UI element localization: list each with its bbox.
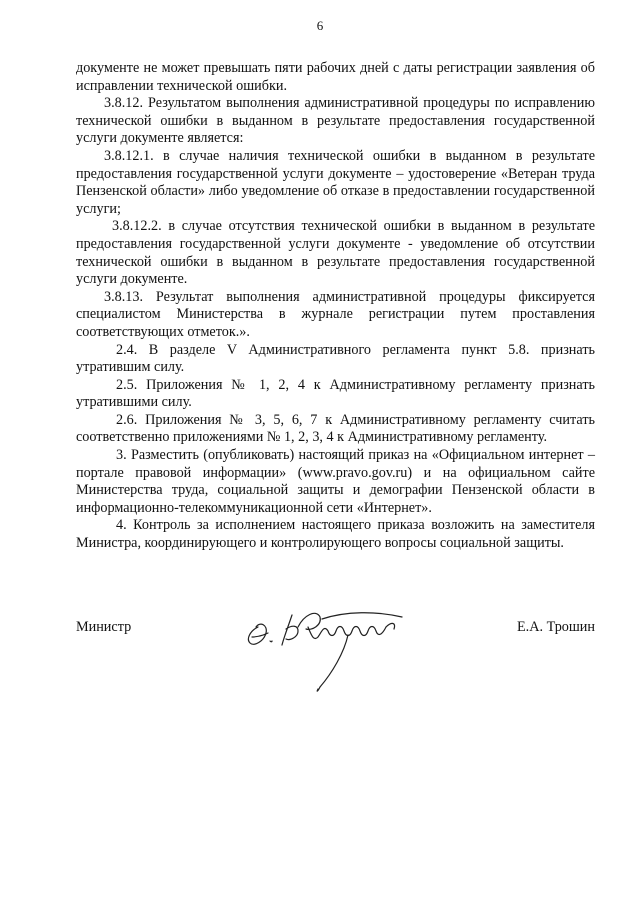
signatory-name: Е.А. Трошин [517,619,595,635]
page-number: 6 [316,18,324,33]
paragraph-3-8-12-1: 3.8.12.1. в случае наличия технической ошибки в выданном в результате предоставления государственной услуги документе – удостоверение «Ветеран труда Пензенской области» либо уведомление об отказе в предоставлении государственной услуги; [76,147,595,217]
paragraph-2-4: 2.4. В разделе V Административного регламента пункт 5.8. признать утратившим силу. [76,341,595,376]
paragraph-3-8-12-2: 3.8.12.2. в случае отсутствия технической ошибки в выданном в результате предоставления государственной услуги документе - уведомление об отсутствии технической ошибки в выданном в результате предоставления государственной услуги документе. [76,218,595,288]
document-body [76,60,595,553]
signatory-title: Министр [76,619,132,635]
paragraph-3-8-13: 3.8.13. Результат выполнения административной процедуры фиксируется специалистом Министерства в журнале регистрации путем проставления соответствующих отметок.». [76,288,595,340]
paragraph-2-5: 2.5. Приложения № 1, 2, 4 к Административному регламенту признать утратившими силу. [76,376,595,411]
paragraph-3-8-12: 3.8.12. Результатом выполнения административной процедуры по исправлению технической ошибки в выданном в результате предоставления государственной услуги документе является: [76,95,595,147]
handwritten-signature [236,597,426,697]
signature-block [76,613,595,723]
paragraph-2-6: 2.6. Приложения № 3, 5, 6, 7 к Административному регламенту считать соответственно приложениями № 1, 2, 3, 4 к Административному регламенту. [76,411,595,446]
paragraph-continuation: документе не может превышать пяти рабочих дней с даты регистрации заявления об исправлении технической ошибки. [76,60,595,94]
paragraph-3: 3. Разместить (опубликовать) настоящий приказ на «Официальном интернет – портале правовой информации» (www.pravo.gov.ru) и на официальном сайте Министерства труда, социальной защиты и демографии Пензенской области в информационно-телекоммуникационной сети «Интернет». [76,447,595,516]
paragraph-4: 4. Контроль за исполнением настоящего приказа возложить на заместителя Министра, координирующего и контролирующего вопросы социальной защиты. [76,517,595,552]
